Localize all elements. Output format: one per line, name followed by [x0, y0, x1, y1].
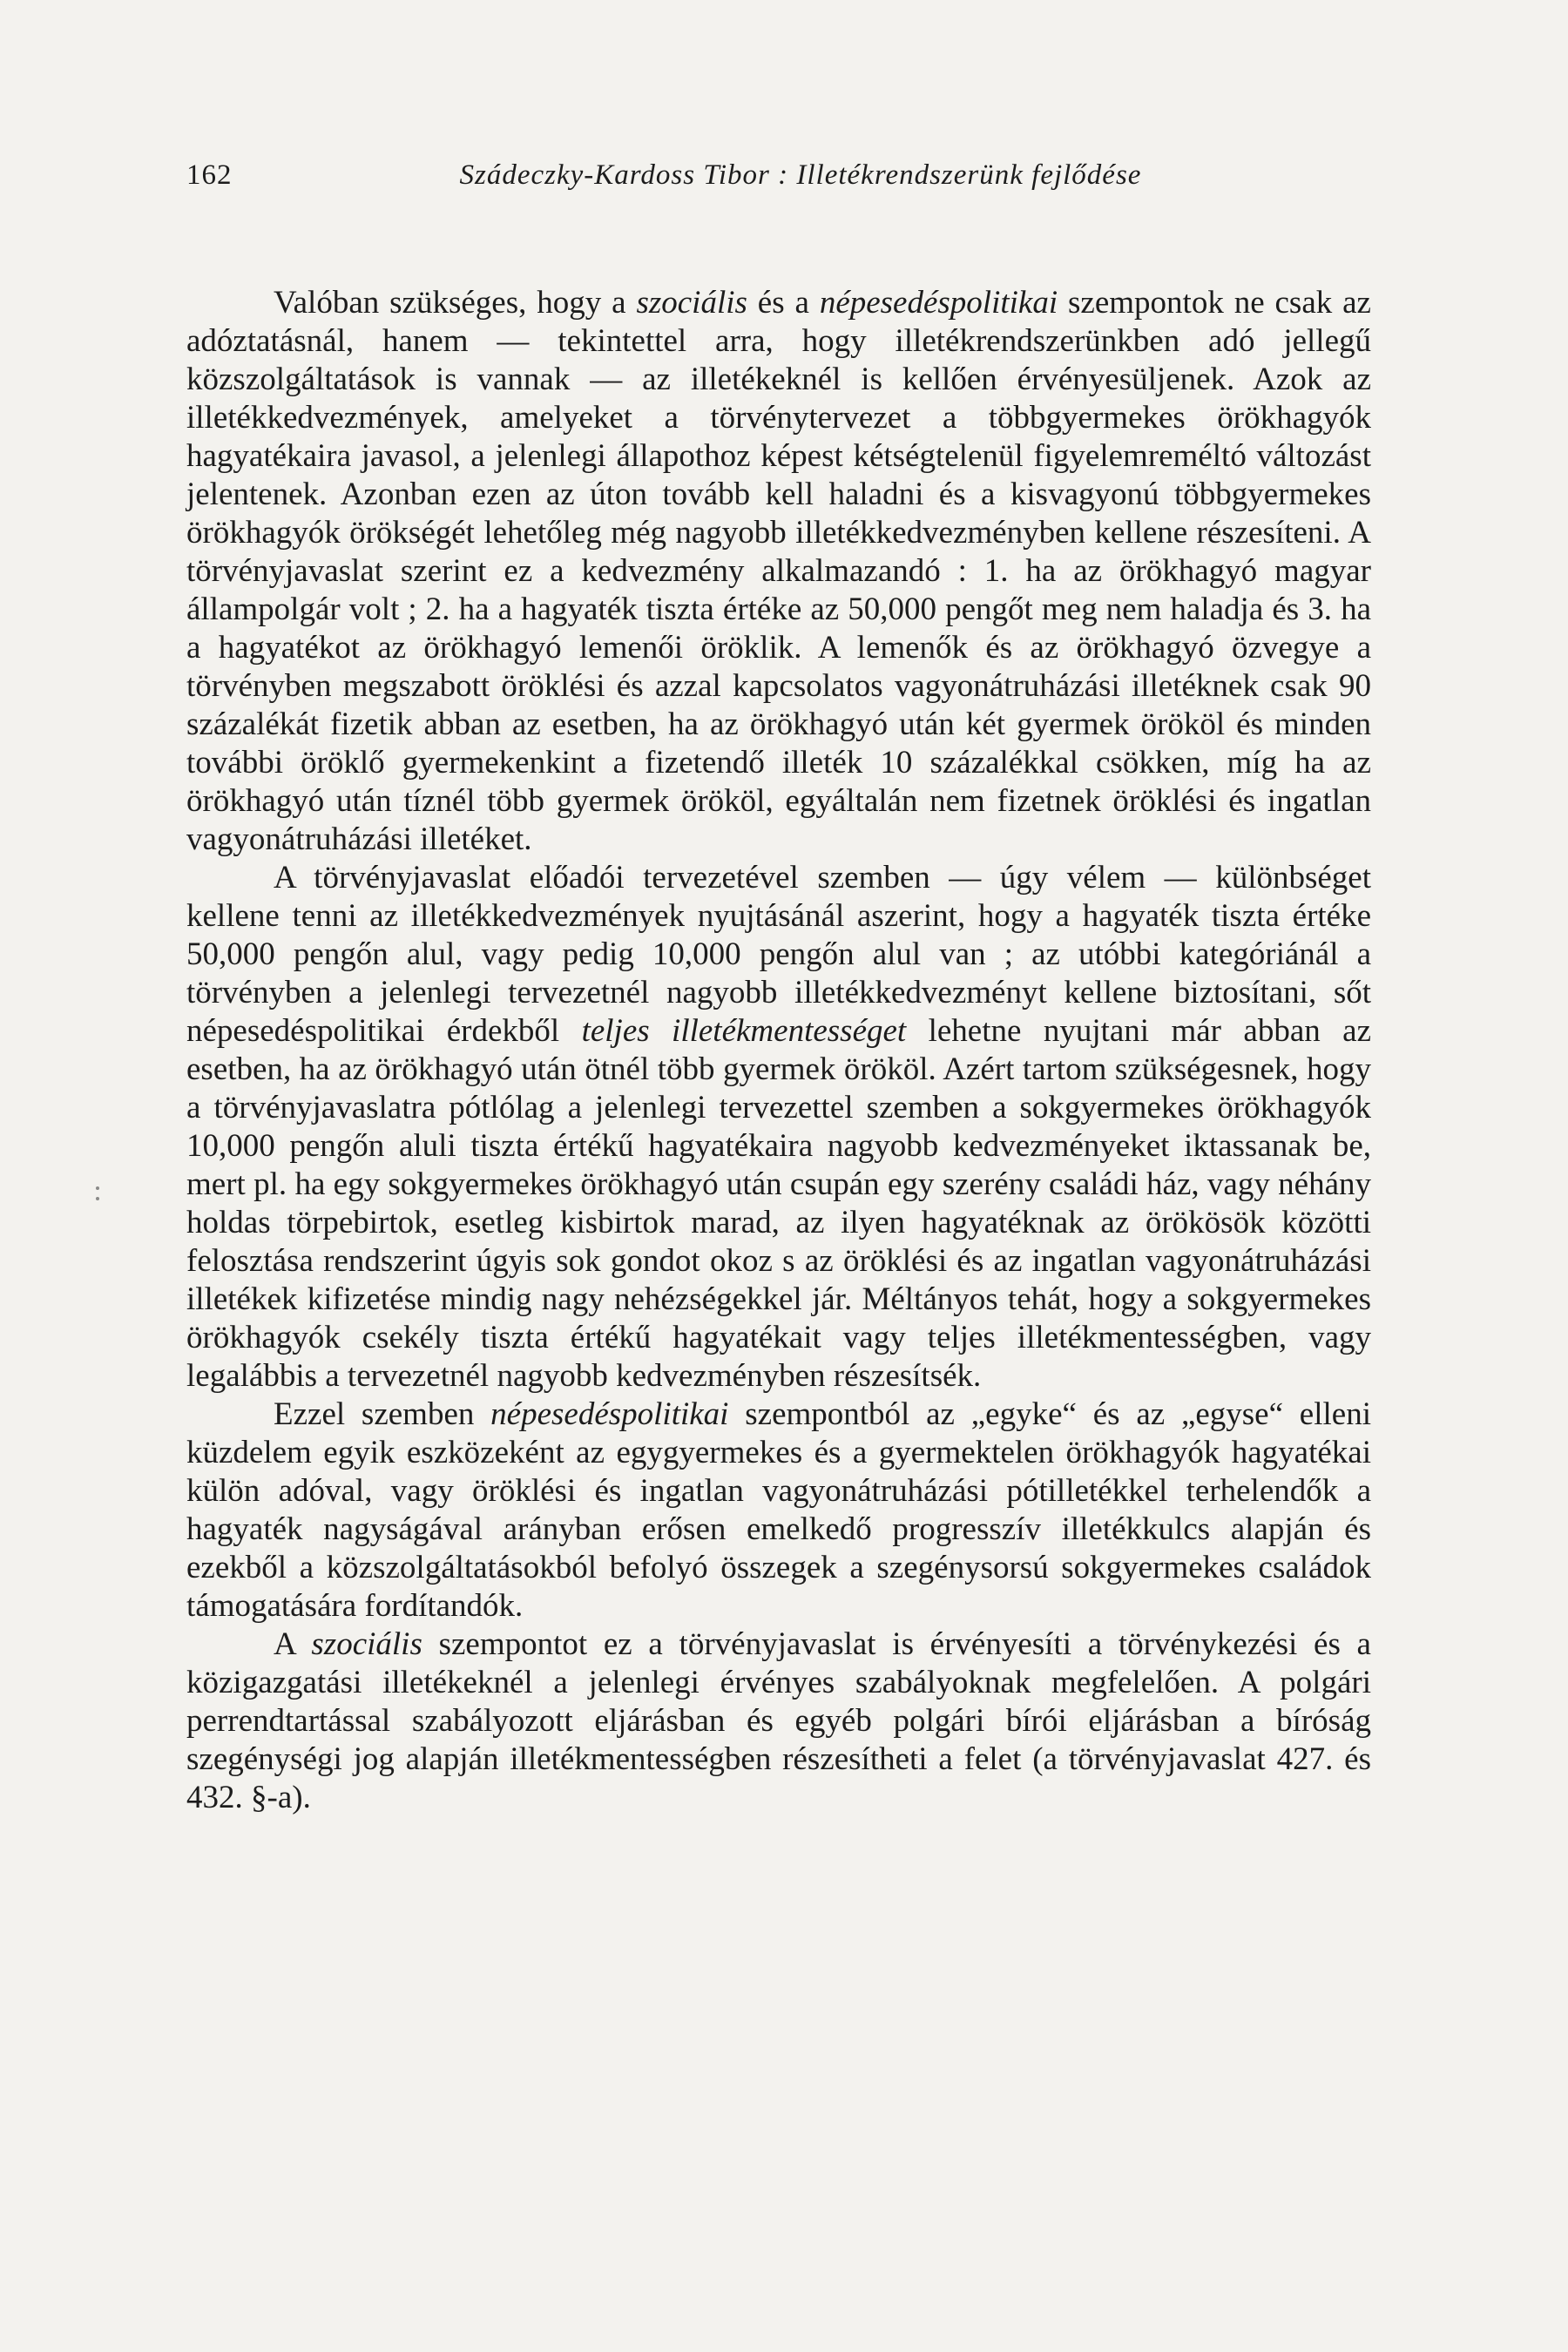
paragraph-3-emphasis-nepesedespolitikai: népesedéspolitikai [490, 1396, 729, 1432]
paragraph-4 [186, 1625, 1371, 1817]
scan-speck [94, 1186, 101, 1213]
paragraph-3-text: szempontból az „egyke“ és az „egyse“ elleni küzdelem egyik eszközeként az egygyermekes és a gyermektelen örökhagyók hagyatékai külön adóval, vagy öröklési és ingatlan vagyonátruházási pótilletékkel terhelendők a hagyaték nagyságával arányban erősen emelkedő progresszív illetékkulcs alapján és ezekből a közszolgáltatásokból befolyó összegek a szegénysorsú sokgyermekes családok támogatására fordítandók. [186, 1396, 1371, 1624]
running-head [186, 153, 1371, 197]
paragraph-2-text: A törvényjavaslat előadói tervezetével szemben — úgy vélem — különbséget kellene tenni az illetékkedvezmények nyujtásánál aszerint, hogy a hagyaték tiszta értéke 50,000 pengőn alul, vagy pedig 10,000 pengőn alul van ; az utóbbi kategóriánál a törvényben a jelenlegi tervezetnél nagyobb illetékkedvezményt kellene biztosítani, sőt népesedéspolitikai érdekből [186, 860, 1371, 1049]
paragraph-4-text: szempontot ez a törvényjavaslat is érvényesíti a törvénykezési és a közigazgatási illetékeknél a jelenlegi érvényes szabályoknak megfelelően. A polgári perrendtartással szabályozott eljárásban és egyéb polgári bírói eljárásban a bíróság szegénységi jog alapján illetékmentességben részesítheti a felet (a törvényjavaslat 427. és 432. §-a). [186, 1626, 1371, 1815]
page-number: 162 [186, 159, 233, 191]
paragraph-2 [186, 859, 1371, 1396]
body-text [186, 284, 1371, 1817]
paragraph-3 [186, 1396, 1371, 1625]
paragraph-1-text: és a [747, 285, 820, 321]
paragraph-1-emphasis-szocialis: szociális [636, 285, 747, 321]
paragraph-2-emphasis-illetekmentesseg: teljes illetékmentességet [581, 1013, 907, 1049]
running-title: Szádeczky-Kardoss Tibor : Illetékrendszerünk fejlődése [459, 159, 1142, 191]
paragraph-1 [186, 284, 1371, 859]
paragraph-4-emphasis-szocialis: szociális [311, 1626, 422, 1662]
paragraph-3-text: Ezzel szemben [274, 1396, 491, 1432]
paragraph-4-text: A [274, 1626, 312, 1662]
paragraph-2-text: lehetne nyujtani már abban az esetben, ha az örökhagyó után ötnél több gyermek örököl. Azért tartom szükségesnek, hogy a törvényjavaslatra pótlólag a jelenlegi tervezettel szemben a sokgyermekes örökhagyók 10,000 pengőn aluli tiszta értékű hagyatékaira nagyobb kedvezményeket iktassanak be, mert pl. ha egy sokgyermekes örökhagyó után csupán egy szerény családi ház, vagy néhány holdas törpebirtok, esetleg kisbirtok marad, az ilyen hagyatéknak az örökösök közötti felosztása rendszerint úgyis sok gondot okoz s az öröklési és az ingatlan vagyonátruházási illetékek kifizetése mindig nagy nehézségekkel jár. Méltányos tehát, hogy a sokgyermekes örökhagyók csekély tiszta értékű hagyatékait vagy teljes illetékmentességben, vagy legalábbis a tervezetnél nagyobb kedvezményben részesítsék. [186, 1013, 1371, 1394]
paragraph-1-text: Valóban szükséges, hogy a [274, 285, 637, 321]
paragraph-1-emphasis-nepesedespolitikai: népesedéspolitikai [819, 285, 1058, 321]
paragraph-1-text: szempontok ne csak az adóztatásnál, hanem — tekintettel arra, hogy illetékrendszerünkben adó jellegű közszolgáltatások is vannak — az illetékeknél is kellően érvényesüljenek. Azok az illetékkedvezmények, amelyeket a törvénytervezet a többgyermekes örökhagyók hagyatékaira javasol, a jelenlegi állapothoz képest kétségtelenül figyelemreméltó változást jelentenek. Azonban ezen az úton tovább kell haladni és a kisvagyonú többgyermekes örökhagyók örökségét lehetőleg még nagyobb illetékkedvezményben kellene részesíteni. A törvényjavaslat szerint ez a kedvezmény alkalmazandó : 1. ha az örökhagyó magyar állampolgár volt ; 2. ha a hagyaték tiszta értéke az 50,000 pengőt meg nem haladja és 3. ha a hagyatékot az örökhagyó lemenői öröklik. A lemenők és az örökhagyó özvegye a törvényben megszabott öröklési és azzal kapcsolatos vagyonátruházási illetéknek csak 90 százalékát fizetik abban az esetben, ha az örökhagyó után két gyermek örököl és minden további öröklő gyermekenkint a fizetendő illeték 10 százalékkal csökken, míg ha az örökhagyó után tíznél több gyermek örököl, egyáltalán nem fizetnek öröklési és ingatlan vagyonátruházási illetéket. [186, 285, 1371, 857]
